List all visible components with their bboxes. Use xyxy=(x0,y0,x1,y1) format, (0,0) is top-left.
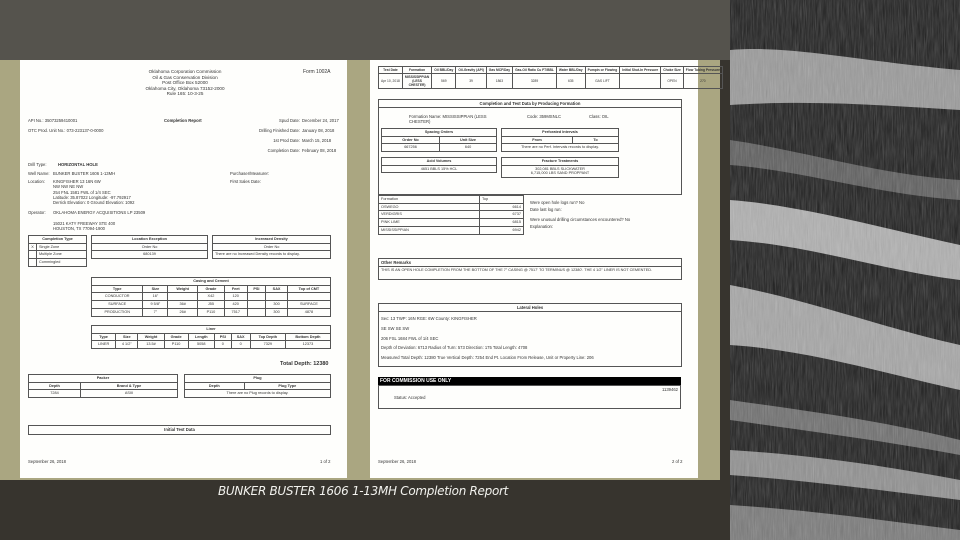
well-name-label: Well Name: xyxy=(28,171,50,176)
cell: 667256 xyxy=(382,144,440,152)
cell: X42 xyxy=(197,293,224,301)
unusual-circumstances: Were unusual drilling circumstances encountered? No xyxy=(530,217,631,222)
fracture-treatments-table xyxy=(501,157,619,178)
fracture-line: 302,081 BBLS SLICKWATER xyxy=(535,166,585,171)
location-exception-value: 680139 xyxy=(92,251,208,259)
col-header: Type xyxy=(92,285,143,293)
drill-type: HORIZONTAL HOLE xyxy=(58,162,98,167)
col-header: Choke Size xyxy=(661,67,684,74)
cell: 1863 xyxy=(486,74,512,89)
cell: 16" xyxy=(143,293,168,301)
increased-density-table xyxy=(212,235,331,259)
cell: 270 xyxy=(683,74,722,89)
location-line: NW NW NE NW xyxy=(53,184,84,190)
single-zone-label: Single Zone xyxy=(37,243,87,251)
location-block xyxy=(53,179,134,205)
cell: CONDUCTOR xyxy=(92,293,143,301)
status: Status: Accepted xyxy=(394,395,426,401)
formation-name: Formation Name: MISSISSIPPIAN (LESS CHESTER) xyxy=(409,114,487,125)
col-header: Size xyxy=(116,333,138,341)
cell: 300 xyxy=(266,301,288,309)
other-remarks-text: THIS IS AN OPEN HOLE COMPLETION FROM THE BOTTOM OF THE 7" CASING @ 7517' TO TERMINUS @ 12380'. THE 4 1/2" LINER IS NOT CEMENTED. xyxy=(381,268,653,273)
cell: 12373 xyxy=(285,341,330,349)
col-header: Top Depth xyxy=(250,333,285,341)
cell: SURFACE xyxy=(287,301,330,309)
header-line: Oklahoma Corporation Commission xyxy=(148,69,222,74)
operator-name: OKLAHOMA ENERGY ACQUISITIONS LP 23509 xyxy=(53,210,146,215)
test-data-table xyxy=(378,66,723,89)
col-header: Feet xyxy=(224,285,247,293)
cell: 4 1/2" xyxy=(116,341,138,349)
plug-title: Plug xyxy=(185,375,331,383)
casing-title: Casing and Cement xyxy=(92,278,331,286)
footer-page-number: 1 of 2 xyxy=(320,459,331,464)
perforated-intervals-table xyxy=(501,128,619,152)
multiple-zone-mark xyxy=(29,251,37,259)
cell: ASIII xyxy=(81,390,178,398)
col-header: To xyxy=(573,136,619,144)
operator-label: Operator: xyxy=(28,210,46,215)
cell: PRODUCTION xyxy=(92,308,143,316)
header-line: Oil & Gas Conservation Division xyxy=(152,74,218,80)
cell: 7" xyxy=(143,308,168,316)
cell: 6942 xyxy=(480,226,524,234)
table-row xyxy=(92,308,331,316)
lateral-line: Sec: 13 TWP: 16N RGE: 6W County: KINGFISHER xyxy=(381,316,477,322)
purchaser-label: Purchaser/Measurer: xyxy=(230,171,270,176)
cell: SURFACE xyxy=(92,301,143,309)
lateral-holes-title: Lateral Holes xyxy=(379,304,681,312)
footer-date: September 26, 2018 xyxy=(378,459,416,464)
location-line: KINGFISHER 13 16N 6W xyxy=(53,179,101,184)
address-line: HOUSTON, TX 77094-1900 xyxy=(53,226,105,232)
header-line: Oklahoma City, Oklahoma 73152-2000 xyxy=(145,85,225,91)
perforated-title: Perforated Intervals xyxy=(502,129,619,137)
rock-texture-image xyxy=(730,0,960,540)
col-header: Weight xyxy=(138,333,164,341)
cell: OSWEGO xyxy=(379,203,480,211)
commission-use-title: FOR COMMISSION USE ONLY xyxy=(378,377,681,385)
cell: 6614 xyxy=(480,203,524,211)
cell: 5058 xyxy=(188,341,214,349)
table-row xyxy=(379,74,723,89)
total-depth: Total Depth: 12380 xyxy=(280,361,329,367)
completion-date: February 08, 2018 xyxy=(302,148,337,153)
first-prod-date: March 15, 2018 xyxy=(302,138,332,143)
cell: MISSISSIPPIAN (LESS CHESTER) xyxy=(402,74,431,89)
table-row xyxy=(29,390,178,398)
location-exception-header: Order No xyxy=(92,243,208,251)
cell: OPEN xyxy=(661,74,684,89)
explanation: Explanation: xyxy=(530,224,554,229)
slide-caption: BUNKER BUSTER 1606 1-13MH Completion Report xyxy=(218,484,509,498)
location-line: Latitude: 35.87022 Longitude: -97.792917 xyxy=(53,194,131,200)
cell: 120 xyxy=(224,293,247,301)
cell: 6737 xyxy=(480,211,524,219)
commission-number: 1139462 xyxy=(662,387,678,393)
drill-type-label: Drill Type: xyxy=(28,162,47,167)
col-header: Initial Shut-In Pressure xyxy=(620,67,661,74)
packer-title: Packer xyxy=(29,375,178,383)
col-header: Pumpin or Flowing xyxy=(585,67,620,74)
fracture-title: Fracture Treatments xyxy=(502,158,619,166)
cell: 4878 xyxy=(287,308,330,316)
plug-table xyxy=(184,374,331,398)
multiple-zone-label: Multiple Zone xyxy=(37,251,87,259)
commission-use-box xyxy=(378,377,681,409)
packer-table xyxy=(28,374,178,398)
increased-density-header: Order No xyxy=(213,243,331,251)
liner-title: Liner xyxy=(92,326,331,334)
form-number: Form 1002A xyxy=(303,69,331,75)
perforated-empty-message: There are no Perf. Intervals records to display. xyxy=(502,144,619,152)
cell xyxy=(266,293,288,301)
cell: 635 xyxy=(556,74,585,89)
cell: MISSISSIPPIAN xyxy=(379,226,480,234)
commingled-mark xyxy=(29,259,37,267)
logs-run: Were open hole logs run? No xyxy=(530,200,585,205)
completion-type-title: Completion Type xyxy=(29,236,87,244)
drilling-finished-label: Drilling Finished Date: xyxy=(259,128,300,133)
col-header: Top xyxy=(480,196,524,204)
col-header: Depth xyxy=(185,382,245,390)
first-prod-label: 1st Prod Date: xyxy=(273,138,300,143)
col-header: Unit Size xyxy=(440,136,497,144)
cell: LINER xyxy=(92,341,116,349)
lateral-line: 206 FSL 1684 FWL of 1/4 SEC xyxy=(381,335,439,341)
report-title: Completion Report xyxy=(164,118,202,123)
table-row xyxy=(379,219,524,227)
increased-density-value: There are no Increased Density records to display. xyxy=(213,251,331,259)
cell: 13.5# xyxy=(138,341,164,349)
table-row xyxy=(92,293,331,301)
casing-cement-table xyxy=(91,277,331,317)
cell: P110 xyxy=(164,341,188,349)
cell: VERDIGRIS xyxy=(379,211,480,219)
increased-density-title: Increased Density xyxy=(213,236,331,244)
col-header: Length xyxy=(188,333,214,341)
completion-type-table xyxy=(28,235,87,267)
location-line: 254 FNL 1581 FWL of 1/4 SEC xyxy=(53,189,111,195)
operator-address xyxy=(53,221,115,232)
fracture-values xyxy=(502,165,619,177)
top-band xyxy=(0,0,730,60)
col-header: Bottom Depth xyxy=(285,333,330,341)
header-line: Post Office Box 52000 xyxy=(162,80,208,85)
cell: 7284 xyxy=(29,390,81,398)
other-remarks-title: Other Remarks xyxy=(379,259,681,267)
table-row xyxy=(92,301,331,309)
cell: 3289 xyxy=(513,74,557,89)
col-header: Type xyxy=(92,333,116,341)
cell xyxy=(168,293,198,301)
col-header: Size xyxy=(143,285,168,293)
lateral-line: Measured Total Depth: 12380 True Vertical Depth: 7254 End Pt. Location From Release, Unit or Property Line: 206 xyxy=(381,354,594,360)
lateral-holes-details xyxy=(379,312,681,364)
first-sales-label: First Sales Date: xyxy=(230,179,261,184)
col-header: Weight xyxy=(168,285,198,293)
spacing-title: Spacing Orders xyxy=(382,129,497,137)
table-row xyxy=(92,341,331,349)
table-row xyxy=(382,144,497,152)
report-page-1 xyxy=(20,60,347,478)
cell xyxy=(287,293,330,301)
acid-volumes-table xyxy=(381,157,497,173)
shale-rock-photo xyxy=(730,0,960,540)
completion-formation-box xyxy=(378,99,682,195)
col-header: Order No xyxy=(382,136,440,144)
date-last-log: Date last log run: xyxy=(530,207,562,212)
well-name: BUNKER BUSTER 1606 1-13MH xyxy=(53,171,116,176)
col-header: PSI xyxy=(247,285,266,293)
cell xyxy=(247,308,266,316)
cell: 640 xyxy=(440,144,497,152)
lateral-holes-box xyxy=(378,303,682,367)
location-exception-table xyxy=(91,235,208,259)
col-header: Formation xyxy=(379,196,480,204)
report-page-2 xyxy=(370,60,720,478)
col-header: Oil-Gravity (API) xyxy=(456,67,486,74)
spud-date-label: Spud Date: xyxy=(279,118,300,123)
cell: GAS LIFT xyxy=(585,74,620,89)
cell: 0 xyxy=(231,341,250,349)
cell: P110 xyxy=(197,308,224,316)
cell xyxy=(620,74,661,89)
cell: 7517 xyxy=(224,308,247,316)
cell: Apr 10, 2018 xyxy=(379,74,403,89)
completion-date-label: Completion Date: xyxy=(267,148,300,153)
drilling-finished-date: January 08, 2018 xyxy=(302,128,335,133)
formation-tops-table xyxy=(378,195,524,235)
header-line: Rule 165: 10-3-25 xyxy=(166,91,204,96)
table-row xyxy=(379,211,524,219)
initial-test-data-header: Initial Test Data xyxy=(28,425,331,435)
col-header: Grade xyxy=(197,285,224,293)
spud-date: December 24, 2017 xyxy=(302,118,339,123)
cell: PINK LIME xyxy=(379,219,480,227)
col-header: Grade xyxy=(164,333,188,341)
cell: 9 5/8" xyxy=(143,301,168,309)
col-header: From xyxy=(502,136,573,144)
location-label: Location: xyxy=(28,179,45,184)
fracture-line: 6,715,000 LBS SAND PROPPANT xyxy=(530,171,590,176)
cell xyxy=(247,301,266,309)
formation-class: Class: OIL xyxy=(589,114,609,119)
single-zone-mark: X xyxy=(29,243,37,251)
col-header: Plug Type xyxy=(244,382,330,390)
otc-unit-number: OTC Prod. Unit No.: 073-223137-0-0000 xyxy=(28,128,104,133)
table-row xyxy=(379,203,524,211)
cell: 7329 xyxy=(250,341,285,349)
cell: 420 xyxy=(224,301,247,309)
acid-title: Acid Volumes xyxy=(382,158,497,166)
commingled-label: Commingled xyxy=(37,259,87,267)
api-number: API No.: 35073259410001 xyxy=(28,118,78,123)
col-header: Gas MCF/Day xyxy=(486,67,512,74)
col-header: Flow Tubing Pressure xyxy=(683,67,722,74)
cell: J55 xyxy=(197,301,224,309)
cell xyxy=(247,293,266,301)
col-header: Formation xyxy=(402,67,431,74)
address-line: 15021 KATY FREEWAY STE 400 xyxy=(53,221,116,226)
col-header: SAX xyxy=(231,333,250,341)
col-header: Brand & Type xyxy=(81,382,178,390)
cell: 36# xyxy=(168,301,198,309)
cell: 569 xyxy=(432,74,456,89)
acid-value: 4651 BBLS 15% HCL xyxy=(382,165,497,173)
formation-code: Code: 359MSNLC xyxy=(527,114,561,119)
lateral-line: SE SW SE SW xyxy=(381,325,410,331)
spacing-orders-table xyxy=(381,128,497,152)
table-row xyxy=(379,226,524,234)
completion-formation-title: Completion and Test Data by Producing Formation xyxy=(379,100,681,108)
col-header: SAX xyxy=(266,285,288,293)
cell: 300 xyxy=(266,308,288,316)
col-header: Test Date xyxy=(379,67,403,74)
cell: 39 xyxy=(456,74,486,89)
plug-empty-message: There are no Plug records to display. xyxy=(185,390,331,398)
commission-header xyxy=(120,69,250,97)
cell: 6815 xyxy=(480,219,524,227)
cell: 0 xyxy=(214,341,231,349)
other-remarks-box xyxy=(378,258,682,280)
col-header: Gas-Oil Ratio Cu FT/BBL xyxy=(513,67,557,74)
lateral-line: Depth of Deviation: 6713 Radius of Turn: 573 Direction: 175 Total Length: 4708 xyxy=(381,345,528,351)
col-header: Depth xyxy=(29,382,81,390)
location-line: Derrick Elevation: 0 Ground Elevation: 1092 xyxy=(53,200,135,205)
location-exception-title: Location Exception xyxy=(92,236,208,244)
cell: 26# xyxy=(168,308,198,316)
footer-page-number: 2 of 2 xyxy=(672,459,683,464)
col-header: Top of CMT xyxy=(287,285,330,293)
liner-table xyxy=(91,325,331,349)
footer-date: September 26, 2018 xyxy=(28,459,66,464)
col-header: Water BBL/Day xyxy=(556,67,585,74)
col-header: PSI xyxy=(214,333,231,341)
col-header: Oil BBL/Day xyxy=(432,67,456,74)
